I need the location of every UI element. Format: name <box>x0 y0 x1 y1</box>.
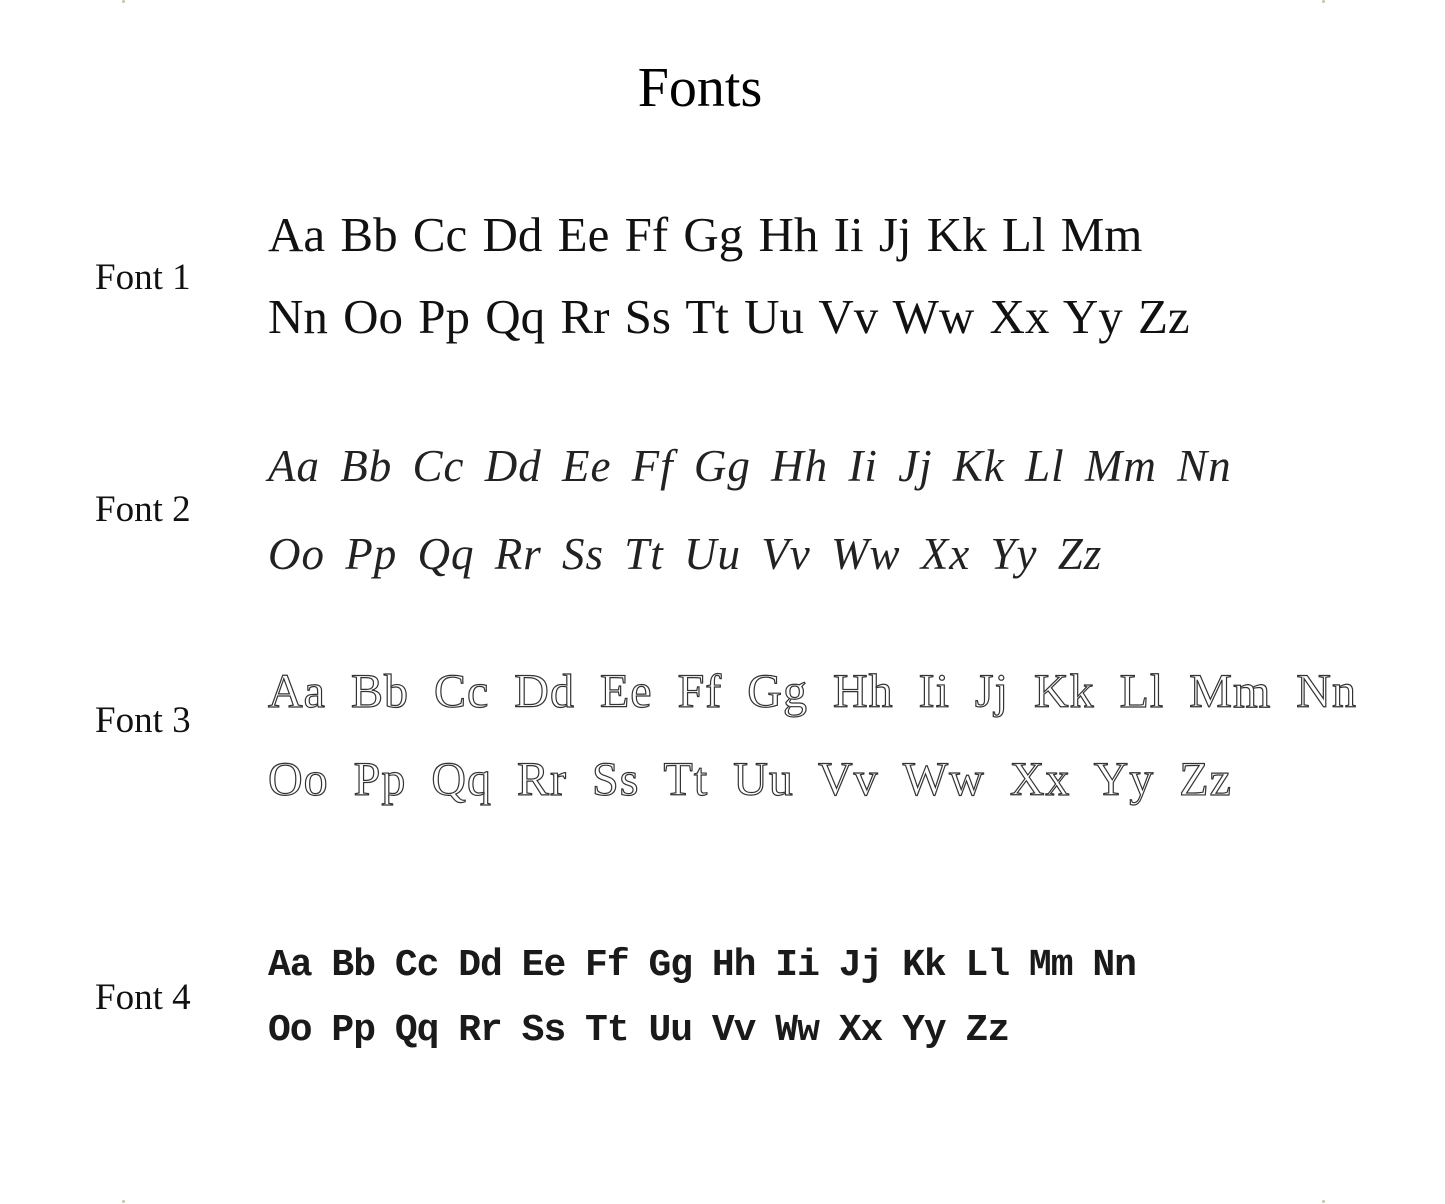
font-3-sample-line-2: Oo Pp Qq Rr Ss Tt Uu Vv Ww Xx Yy Zz <box>268 753 1232 806</box>
page-title: Fonts <box>637 57 763 119</box>
font-1-sample-line-2: Nn Oo Pp Qq Rr Ss Tt Uu Vv Ww Xx Yy Zz <box>268 289 1190 344</box>
font-4-label: Font 4 <box>95 977 191 1018</box>
corner-mark-bottom-left <box>122 1200 125 1203</box>
font-3-sample-line-1: Aa Bb Cc Dd Ee Ff Gg Hh Ii Jj Kk Ll Mm Nn <box>268 665 1357 718</box>
font-4-sample-line-2: Oo Pp Qq Rr Ss Tt Uu Vv Ww Xx Yy Zz <box>268 1009 1010 1052</box>
font-2-label: Font 2 <box>95 489 191 530</box>
corner-mark-top-left <box>122 0 125 3</box>
font-2-sample-line-2: Oo Pp Qq Rr Ss Tt Uu Vv Ww Xx Yy Zz <box>268 529 1103 579</box>
font-1-sample-line-1: Aa Bb Cc Dd Ee Ff Gg Hh Ii Jj Kk Ll Mm <box>268 207 1143 262</box>
font-1-label: Font 1 <box>95 257 191 298</box>
font-4-sample-line-1: Aa Bb Cc Dd Ee Ff Gg Hh Ii Jj Kk Ll Mm Nn <box>268 944 1136 987</box>
corner-mark-top-right <box>1322 0 1325 3</box>
font-2-sample-line-1: Aa Bb Cc Dd Ee Ff Gg Hh Ii Jj Kk Ll Mm Nn <box>268 441 1232 491</box>
corner-mark-bottom-right <box>1322 1200 1325 1203</box>
font-3-label: Font 3 <box>95 700 191 741</box>
